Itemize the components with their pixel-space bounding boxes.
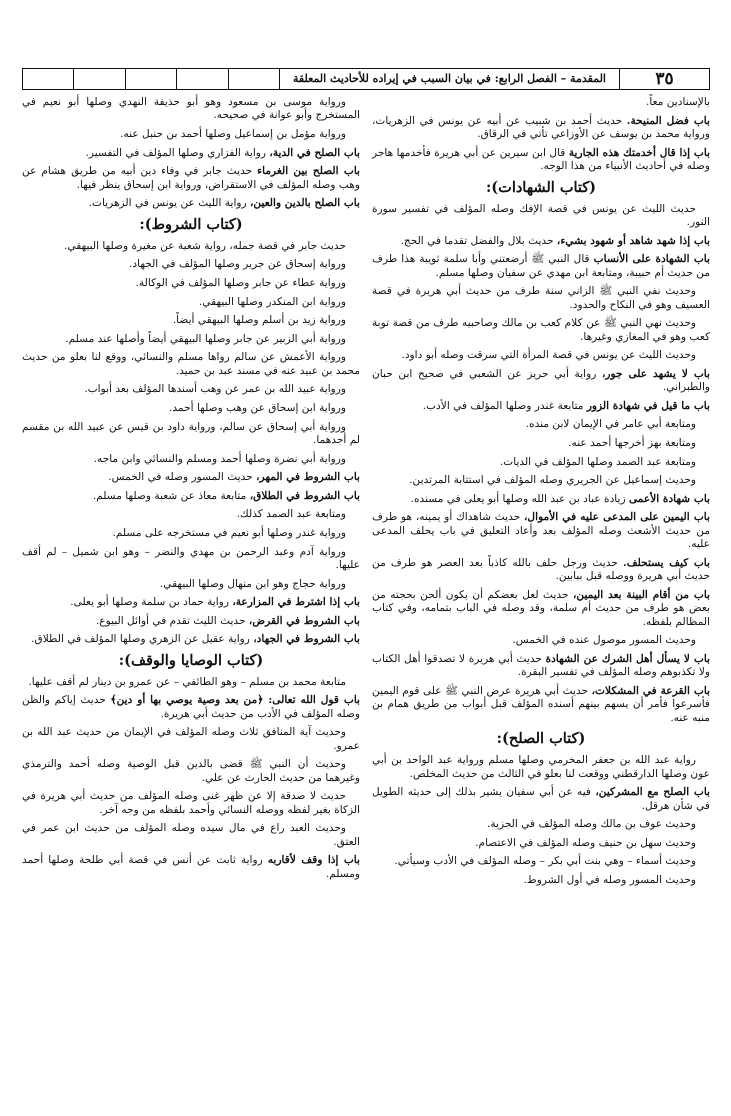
- paragraph-text: رواية حماد بن سلمة وصلها أبو يعلى.: [70, 596, 233, 609]
- paragraph: [22, 147, 360, 160]
- paragraph-text: حديث شاهداك أو يمينه، هو طرف من حديث الأشعث وصله المؤلف بعد وأعاد التعليق في باب يحلف المدعى عليه.: [372, 511, 710, 551]
- paragraph-text: ورواية غندر وصلها أبو نعيم في مستخرجه على مسلم.: [112, 526, 346, 539]
- paragraph-text: حديث جابر في وفاء دين أبيه من طريق هشام عن وهب وصله المؤلف في الاستقراض، ورواية ابن إسحاق ينظر فيها.: [22, 165, 360, 191]
- paragraph-text: قال ابن سيرين عن أبي هريرة فأخدمها هاجر وصله في أحاديث الأنبياء من هذا الوجه.: [372, 146, 710, 172]
- paragraph: [22, 96, 360, 123]
- paragraph-text: رواية الفزاري وصلها المؤلف في التفسير.: [85, 146, 270, 159]
- paragraph-text: وحديث آية المنافق ثلاث وصله المؤلف في الإيمان من حديث عبد الله بن عمرو.: [22, 726, 360, 752]
- paragraph-text: رواية أبي حريز عن الشعبي في صحيح ابن حبان والطبراني.: [372, 367, 710, 394]
- paragraph: [372, 511, 710, 551]
- paragraph-text: وحديث المسور وصله في أول الشروط.: [523, 873, 696, 886]
- paragraph: [22, 676, 360, 689]
- chapter-label: باب إذا قال أخدمتك هذه الجارية: [568, 146, 710, 159]
- paragraph-text: ومتابعة عبد الصمد وصلها المؤلف في الديات.: [499, 455, 696, 468]
- chapter-label: باب الصلح بين الغرماء: [257, 165, 360, 178]
- paragraph: [372, 837, 710, 850]
- chapter-label: باب شهادة الأعمى: [628, 492, 710, 505]
- chapter-label: باب الصلح في الدية،: [269, 146, 360, 159]
- chapter-label: باب من أقام البينة بعد اليمين،: [573, 588, 711, 601]
- paragraph-text: ورواية إسحاق عن جرير وصلها المؤلف في الجهاد.: [129, 258, 346, 271]
- paragraph: [22, 490, 360, 503]
- paragraph: [372, 437, 710, 450]
- paragraph-text: ورواية الأعمش عن سالم رواها مسلم والنسائي، ووقع لنا بعلو من حديث محمد بن عبيد عنه في مسند عبد بن حميد.: [22, 351, 360, 377]
- paragraph-text: حديث جابر في قصة جمله، رواية شعبة عن مغيرة وصلها البيهقي.: [64, 239, 346, 252]
- chapter-label: باب لا يسأل أهل الشرك عن الشهادة: [545, 652, 710, 665]
- paragraph: [22, 333, 360, 346]
- paragraph-text: رواية ثابت عن أنس في قصة أبي طلحة وصلها أحمد ومسلم.: [22, 854, 360, 880]
- paragraph-text: وحديث سهل بن حنيف وصله المؤلف في الاعتصام.: [475, 836, 696, 849]
- paragraph: [372, 317, 710, 344]
- paragraph-text: ورواية ابن إسحاق عن وهب وصلها أحمد.: [169, 401, 346, 414]
- paragraph-text: ورواية مؤمل بن إسماعيل وصلها أحمد بن حنبل عنه.: [120, 128, 346, 140]
- paragraph-text: ورواية أبي نضرة وصلها أحمد ومسلم والنسائي وابن ماجه.: [93, 452, 346, 465]
- left-column: [22, 96, 360, 886]
- paragraph-text: حديث أحمد بن شبيب عن أبيه عن يونس في الزهريات، ورواية محمد بن يوسف عن الأوزاعي تأتي في الرقاق.: [372, 114, 710, 140]
- running-title: المقدمة – الفصل الرابع: في بيان السبب في إيراده للأحاديث المعلقة: [279, 69, 619, 89]
- paragraph: [372, 557, 710, 584]
- paragraph: [372, 874, 710, 887]
- paragraph-text: وحديث نهي النبي ﷺ عن كلام كعب بن مالك وصاحبيه طرف من قصة توبة كعب وهو في المغازي وغيرها.: [372, 317, 710, 343]
- paragraph: [22, 128, 360, 141]
- paragraph: [22, 277, 360, 290]
- paragraph-text: وحديث العبد راع في مال سيده وصله المؤلف من حديث ابن عمر في العتق.: [22, 822, 360, 848]
- paragraph: [22, 197, 360, 210]
- paragraph: [372, 147, 710, 174]
- paragraph: [22, 383, 360, 396]
- paragraph: [22, 596, 360, 609]
- paragraph-text: وحديث إسماعيل عن الجريري وصله المؤلف في استتابة المرتدين.: [409, 474, 696, 487]
- paragraph: [372, 653, 710, 680]
- paragraph: [22, 165, 360, 192]
- header-blank-cell: [125, 69, 176, 89]
- section-heading: (كتاب الصلح):: [496, 730, 586, 748]
- paragraph: [22, 726, 360, 753]
- paragraph: [22, 402, 360, 415]
- paragraph: [22, 758, 360, 785]
- paragraph: [372, 400, 710, 413]
- paragraph-text: ورواية أبي إسحاق عن سالم، ورواية داود بن قيس عن عبيد الله بن مقسم لم أجدهما.: [22, 420, 360, 446]
- paragraph-text: ورواية عطاء عن جابر وصلها المؤلف في الوكالة.: [135, 276, 346, 289]
- section-heading: (كتاب الشروط):: [139, 215, 243, 233]
- paragraph: [372, 115, 710, 142]
- paragraph: [372, 786, 710, 813]
- paragraph-text: ورواية ابن المنكدر وصلها البيهقي.: [198, 295, 346, 308]
- page-header: [22, 68, 710, 90]
- paragraph: [372, 285, 710, 312]
- chapter-label: باب الشروط في القرض،: [248, 614, 360, 627]
- paragraph: [372, 589, 710, 629]
- paragraph-text: زيادة عباد بن عبد الله وصلها أبو يعلى في مسنده.: [410, 492, 629, 505]
- chapter-label: باب إذا وقف لأقاربه: [267, 854, 360, 867]
- paragraph-text: وحديث نفي النبي ﷺ الزاني سنة طرف من حديث أبي هريرة في قصة العسيف وهو في النكاح والحدود.: [372, 285, 710, 311]
- paragraph: [372, 685, 710, 725]
- paragraph: [22, 314, 360, 327]
- paragraph-text: رواية عبد الله بن جعفر المخرمي وصلها مسلم ورواية عبد الواحد بن أبي عون وصلها الدارقطني ووقعت لنا بعلو في الثالث من حديث المخلص.: [372, 754, 710, 780]
- header-blank-cell: [23, 69, 73, 89]
- paragraph-text: حديث أبي هريرة لا تصدقوا أهل الكتاب ولا تكذبوهم وصله المؤلف في تفسير البقرة.: [372, 652, 710, 679]
- paragraph-text: فيه عن أبي سفيان يشير بذلك إلى حديثه الطويل في شأن هرقل.: [372, 786, 710, 812]
- paragraph-text: وحديث عوف بن مالك وصله المؤلف في الجزية.: [487, 818, 696, 831]
- paragraph-text: حديث المسور وصله في الخمس.: [108, 471, 257, 484]
- paragraph-text: متابعة معاذ عن شعبة وصلها مسلم.: [92, 489, 250, 502]
- paragraph-text: متابعة غندر وصلها المؤلف في الأدب.: [422, 399, 587, 412]
- paragraph: [22, 790, 360, 817]
- paragraph-text: ورواية موسى بن مسعود وهو أبو حذيفة النهدي وصلها أبو نعيم في المستخرج وأبو عوانة في صحيحه.: [22, 96, 360, 122]
- paragraph: [22, 694, 360, 721]
- section-heading: (كتاب الشهادات):: [485, 178, 597, 196]
- paragraph: [372, 235, 710, 248]
- paragraph-text: متابعة محمد بن مسلم – وهو الطائفي – عن عمرو بن دينار لم أقف عليها.: [28, 675, 346, 688]
- paragraph-text: حديث إياكم والظن وصله المؤلف في الأدب من حديث أبي هريرة.: [22, 694, 360, 720]
- chapter-label: باب كيف يستحلف.: [623, 556, 710, 569]
- header-blank-cell: [176, 69, 227, 89]
- right-column: [372, 96, 710, 893]
- paragraph: [372, 818, 710, 831]
- paragraph: [372, 474, 710, 487]
- paragraph: [22, 296, 360, 309]
- chapter-label: باب الشروط في الطلاق،: [249, 489, 360, 502]
- header-blank-cell: [73, 69, 124, 89]
- paragraph-text: ومتابعة بهز أخرجها أحمد عنه.: [568, 436, 696, 449]
- paragraph: [372, 203, 710, 230]
- chapter-label: باب قول الله تعالى: ﴿من بعد وصية يوصي بها أو دين﴾: [110, 694, 360, 707]
- paragraph: [372, 368, 710, 395]
- paragraph: [372, 754, 710, 781]
- chapter-label: باب الشروط في المهر،: [256, 471, 360, 484]
- paragraph: [372, 418, 710, 431]
- paragraph: [372, 456, 710, 469]
- chapter-label: باب لا يشهد على جور،: [601, 367, 710, 380]
- paragraph: [372, 634, 710, 647]
- paragraph-text: حديث لعل بعضكم أن يكون ألحن بحجته من بعض هو طرف من حديث أم سلمة، وقد وصله في الباب بتمامه، وفي كتاب المظالم بلفظه.: [372, 588, 710, 628]
- paragraph: [22, 822, 360, 849]
- paragraph-text: حديث الليث تقدم في أوائل البيوع.: [95, 614, 249, 627]
- paragraph-text: ومتابعة عبد الصمد كذلك.: [236, 508, 346, 521]
- paragraph-text: حديث ورجل حلف بالله كاذباً بعد العصر هو طرف من حديث أبي هريرة ووصله قبل ببابين.: [372, 556, 710, 583]
- paragraph-text: وحديث المسور موصول عنده في الخمس.: [512, 634, 696, 647]
- chapter-label: باب الصلح بالدين والعين،: [250, 197, 360, 210]
- chapter-label: باب الشهادة على الأنساب: [593, 253, 710, 266]
- paragraph-text: بالإسنادين معاً.: [646, 96, 710, 108]
- paragraph-text: ورواية أبي الزبير عن جابر وصلها البيهقي أيضاً وأصلها عند مسلم.: [65, 332, 346, 345]
- chapter-label: باب إذا شهد شاهد أو شهود بشيء،: [556, 234, 710, 247]
- paragraph-text: ورواية آدم وعبد الرحمن بن مهدي والنضر – وهو ابن شميل – لم أقف عليها.: [22, 545, 360, 571]
- paragraph-text: وحديث أسماء – وهي بنت أبي بكر – وصله المؤلف في الأدب وسيأتي.: [394, 855, 696, 868]
- paragraph: [372, 253, 710, 280]
- paragraph: [22, 527, 360, 540]
- paragraph-text: حديث لا صدقة إلا عن ظهر غنى وصله المؤلف من حديث أبي هريرة في الزكاة بغير لفظه ووصله النسائي وأحمد بلفظه من وجه آخر.: [22, 790, 360, 816]
- paragraph-text: ورواية حجاج وهو ابن منهال وصلها البيهقي.: [159, 577, 346, 590]
- paragraph: [372, 855, 710, 868]
- paragraph: [22, 453, 360, 466]
- paragraph: [372, 96, 710, 109]
- chapter-label: باب الشروط في الجهاد،: [253, 633, 360, 646]
- paragraph-text: قال النبي ﷺ أرضعتني وأبا سلمة ثويبة هذا طرف من حديث أم حبيبة، ومتابعة ابن مهدي عن سفيان وصلها مسلم.: [372, 253, 710, 279]
- paragraph-text: حديث أبي هريرة عرض النبي ﷺ على قوم اليمين فأسرعوا فأمر أن يسهم بينهم أسنده المؤلف قبل أبواب من طريق همام بن منبه عنه.: [372, 684, 710, 724]
- chapter-label: باب القرعة في المشكلات،: [591, 684, 711, 697]
- chapter-label: باب إذا اشترط في المزارعة،: [232, 596, 360, 609]
- paragraph: [22, 546, 360, 573]
- paragraph: [22, 240, 360, 253]
- paragraph: [22, 471, 360, 484]
- chapter-label: باب ما قيل في شهادة الزور: [586, 399, 710, 412]
- paragraph-text: حديث الليث عن يونس في قصة الإفك وصله المؤلف في تفسير سورة النور.: [372, 202, 710, 228]
- paragraph-text: حديث بلال والفضل تقدما في الحج.: [400, 234, 557, 247]
- chapter-label: باب اليمين على المدعى عليه في الأموال،: [524, 511, 710, 524]
- paragraph: [22, 351, 360, 378]
- paragraph: [372, 493, 710, 506]
- paragraph: [372, 349, 710, 362]
- paragraph-text: رواية عقيل عن الزهري وصلها المؤلف في الطلاق.: [31, 633, 254, 646]
- paragraph-text: ورواية زيد بن أسلم وصلها البيهقي أيضاً.: [172, 314, 346, 327]
- paragraph: [22, 258, 360, 271]
- paragraph: [22, 854, 360, 881]
- paragraph-text: ورواية عبيد الله بن عمر عن وهب أسندها المؤلف بعد أبواب.: [84, 383, 346, 396]
- paragraph-text: رواية الليث عن يونس في الزهريات.: [88, 197, 251, 210]
- header-blank-cell: [228, 69, 279, 89]
- paragraph: [22, 508, 360, 521]
- paragraph: [22, 633, 360, 646]
- chapter-label: باب الصلح مع المشركين،: [595, 786, 710, 799]
- paragraph-text: ومتابعة أبي عامر في الإيمان لابن منده.: [525, 418, 696, 431]
- paragraph: [22, 421, 360, 448]
- paragraph: [22, 578, 360, 591]
- chapter-label: باب فضل المنيحة.: [626, 114, 710, 127]
- page-number: ٣٥: [619, 69, 709, 89]
- section-heading: (كتاب الوصايا والوقف):: [118, 651, 264, 669]
- paragraph-text: وحديث الليث عن يونس في قصة المرأة التي سرقت وصله أبو داود.: [401, 349, 696, 362]
- paragraph: [22, 615, 360, 628]
- paragraph-text: وحديث أن النبي ﷺ قضى بالدين قبل الوصية وصله أحمد والترمذي وغيرهما من حديث الحارث عن علي.: [22, 758, 360, 784]
